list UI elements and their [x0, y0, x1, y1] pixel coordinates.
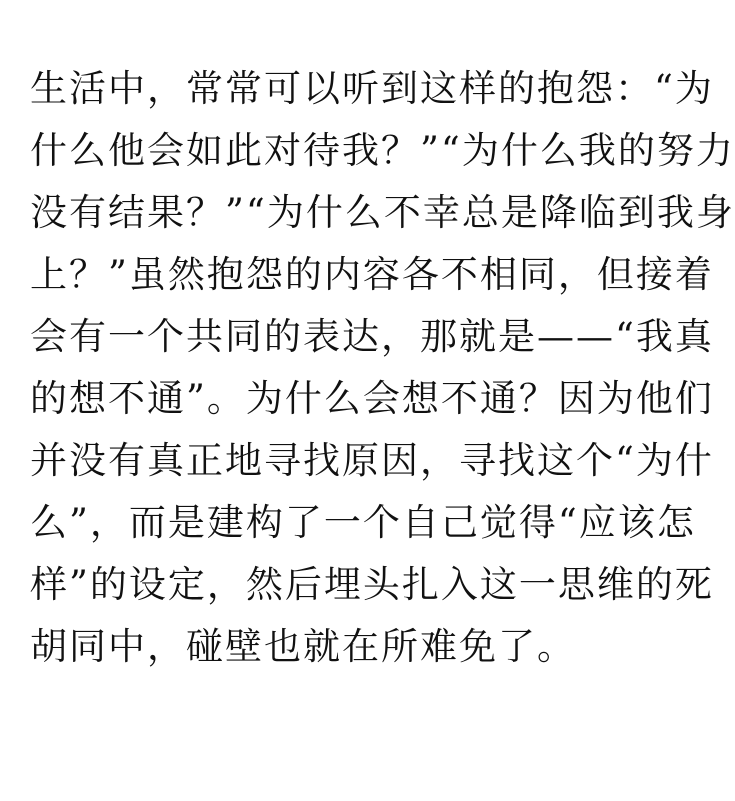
paragraph-line-10: 胡同中，碰壁也就在所难免了。: [30, 625, 576, 668]
paragraph-line-2: 什么他会如此对待我？”“为什么我的努力: [30, 129, 735, 172]
paragraph-line-9: 样”的设定，然后埋头扎入这一思维的死: [30, 563, 714, 606]
paragraph-line-6: 的想不通”。为什么会想不通？因为他们: [30, 377, 714, 420]
paragraph: [30, 58, 735, 678]
paragraph-line-5: 会有一个共同的表达，那就是——“我真: [30, 315, 714, 358]
paragraph-line-4: 上？”虽然抱怨的内容各不相同，但接着: [30, 253, 714, 296]
paragraph-line-1: 生活中，常常可以听到这样的抱怨：“为: [30, 67, 714, 110]
paragraph-line-3: 没有结果？”“为什么不幸总是降临到我身: [30, 191, 735, 234]
paragraph-line-7: 并没有真正地寻找原因，寻找这个“为什: [30, 439, 714, 482]
paragraph-line-8: 么”，而是建构了一个自己觉得“应该怎: [30, 501, 696, 544]
